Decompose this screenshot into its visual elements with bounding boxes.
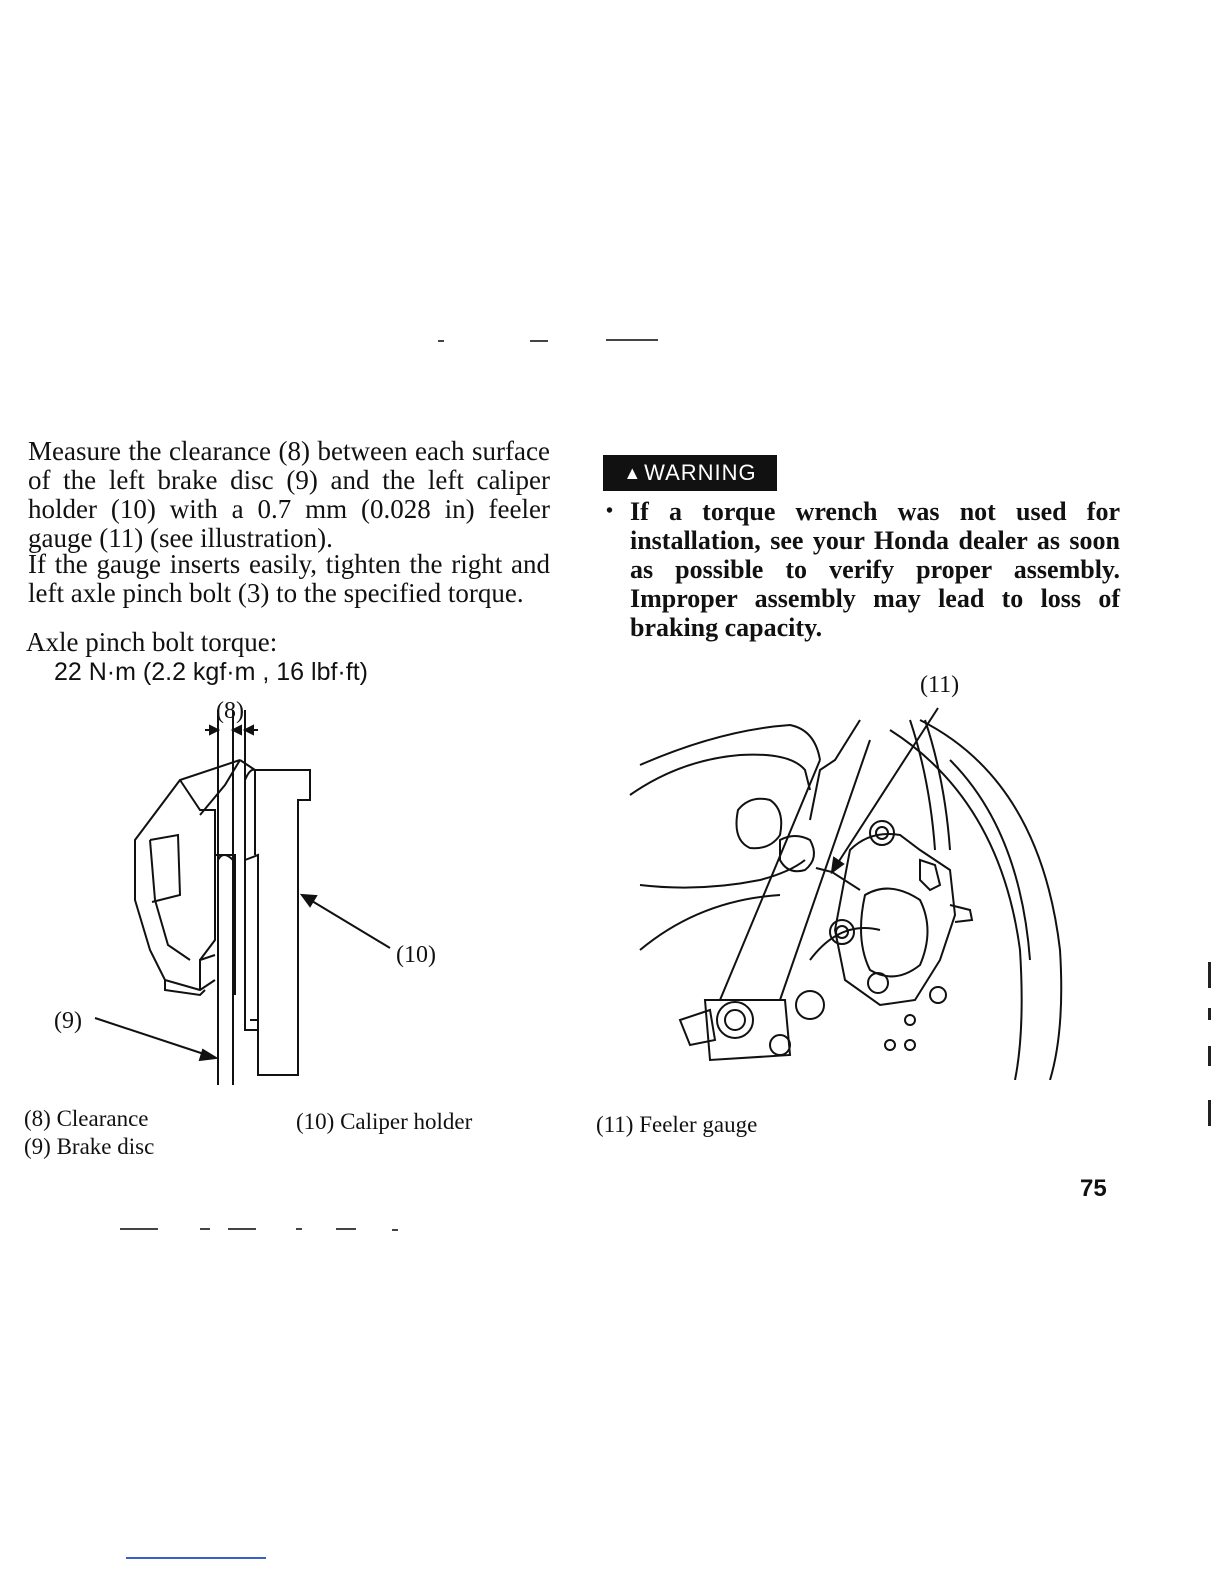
caption-brake-disc: (9) Brake disc bbox=[24, 1134, 155, 1159]
callout-label-8: (8) bbox=[216, 698, 244, 724]
caption-clearance: (8) Clearance bbox=[24, 1106, 149, 1131]
scan-mark bbox=[296, 1228, 302, 1230]
warning-triangle-icon: ▲ bbox=[623, 463, 643, 483]
warning-body: If a torque wrench was not used for installation, see your Honda dealer as soon as possible to verify proper assembly. Improper assembly may lead to loss of braking capacity. bbox=[630, 497, 1120, 642]
scan-mark bbox=[120, 1228, 158, 1230]
clearance-diagram bbox=[40, 690, 470, 1090]
caption-caliper-holder: (10) Caliper holder bbox=[296, 1109, 473, 1134]
scan-mark bbox=[126, 1557, 266, 1559]
torque-value: 22 N·m (2.2 kgf·m , 16 lbf·ft) bbox=[54, 658, 368, 686]
scan-edge-mark bbox=[1208, 1100, 1211, 1126]
instruction-paragraph: Measure the clearance (8) between each surface of the left brake disc (9) and the left caliper holder (10) with a 0.7 mm (0.028 in) feeler gauge (11) (see illustration). bbox=[28, 436, 550, 553]
scan-edge-mark bbox=[1208, 962, 1211, 988]
scan-mark bbox=[336, 1228, 356, 1230]
callout-label-11: (11) bbox=[920, 672, 960, 698]
instruction-paragraph: If the gauge inserts easily, tighten the right and left axle pinch bolt (3) to the specified torque. bbox=[28, 549, 550, 608]
page-number: 75 bbox=[1080, 1175, 1107, 1202]
warning-bullet: • bbox=[606, 500, 614, 522]
callout-label-10: (10) bbox=[396, 942, 436, 968]
torque-label: Axle pinch bolt torque: bbox=[26, 627, 278, 657]
feeler-gauge-diagram bbox=[620, 700, 1080, 1080]
warning-badge bbox=[603, 455, 777, 491]
scan-mark bbox=[200, 1228, 210, 1230]
scan-mark bbox=[438, 340, 444, 342]
scan-mark bbox=[606, 339, 658, 341]
warning-text bbox=[606, 497, 1120, 642]
scan-mark bbox=[392, 1229, 398, 1231]
scan-edge-mark bbox=[1208, 1046, 1211, 1066]
callout-label-9: (9) bbox=[54, 1008, 82, 1034]
scan-mark bbox=[228, 1228, 256, 1230]
scan-edge-mark bbox=[1208, 1008, 1211, 1020]
scan-mark bbox=[530, 340, 548, 342]
caption-feeler-gauge: (11) Feeler gauge bbox=[596, 1112, 758, 1137]
warning-label: WARNING bbox=[644, 460, 757, 485]
